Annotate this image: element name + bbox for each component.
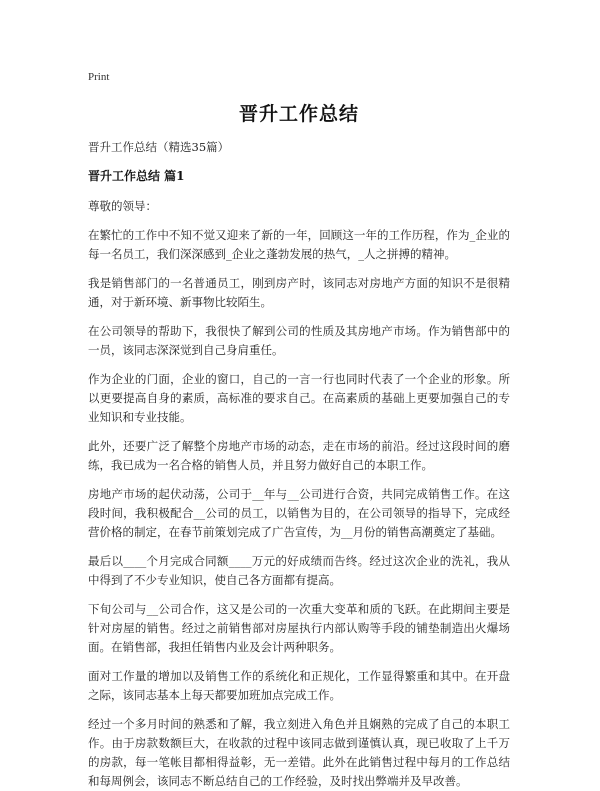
paragraph: 下旬公司与__公司合作，这又是公司的一次重大变革和质的飞跃。在此期间主要是针对房屋的销售。经过之前销售部对房屋执行内部认购等手段的铺垫制造出火爆场面。在销售部，我担任销售内业及会计两种职务。: [88, 602, 510, 654]
paragraph: 在繁忙的工作中不知不觉又迎来了新的一年，回顾这一年的工作历程，作为_企业的每一名员工，我们深深感到_企业之蓬勃发展的热气，_人之拼搏的精神。: [88, 228, 510, 261]
paragraph: 房地产市场的起伏动荡，公司于__年与__公司进行合资，共同完成销售工作。在这段时间，我积极配合__公司的员工，以销售为目的，在公司领导的指导下，完成经营价格的制定，在春节前策划完成了广告宣传，为__月份的销售高潮奠定了基础。: [88, 487, 510, 539]
document-subtitle: 晋升工作总结（精选35篇）: [88, 140, 230, 154]
paragraph: 最后以____个月完成合同额____万元的好成绩而告终。经过这次企业的洗礼，我从中得到了不少专业知识，使自己各方面都有提高。: [88, 554, 510, 587]
paragraph: 经过一个多月时间的熟悉和了解，我立刻进入角色并且娴熟的完成了自己的本职工作。由于房款数额巨大，在收款的过程中该同志做到谨慎认真，现已收取了上千万的房款，每一笔帐目都相得益彰，无一差错。此外在此销售过程中每月的工作总结和每周例会，该同志不断总结自己的工作经验，及时找出弊端并及早改善。: [88, 717, 510, 788]
paragraph: 我是销售部门的一名普通员工，刚到房产时，该同志对房地产方面的知识不是很精通，对于新环境、新事物比较陌生。: [88, 276, 510, 309]
paragraph: 作为企业的门面，企业的窗口，自己的一言一行也同时代表了一个企业的形象。所以更要提高自身的素质，高标准的要求自己。在高素质的基础上更要加强自己的专业知识和专业技能。: [88, 372, 510, 424]
paragraph-greeting: 尊敬的领导：: [88, 199, 157, 213]
paragraph: 面对工作量的增加以及销售工作的系统化和正规化，工作显得繁重和其中。在开盘之际，该同志基本上每天都要加班加点完成工作。: [88, 669, 510, 702]
paragraph: 在公司领导的帮助下，我很快了解到公司的性质及其房地产市场。作为销售部中的一员，该同志深深觉到自己身肩重任。: [88, 324, 510, 357]
section-heading: 晋升工作总结 篇1: [88, 169, 185, 183]
paragraph: 此外，还要广泛了解整个房地产市场的动态，走在市场的前沿。经过这段时间的磨练，我已成为一名合格的销售人员，并且努力做好自己的本职工作。: [88, 439, 510, 472]
document-title: 晋升工作总结: [238, 103, 359, 125]
print-label[interactable]: Print: [88, 71, 110, 83]
